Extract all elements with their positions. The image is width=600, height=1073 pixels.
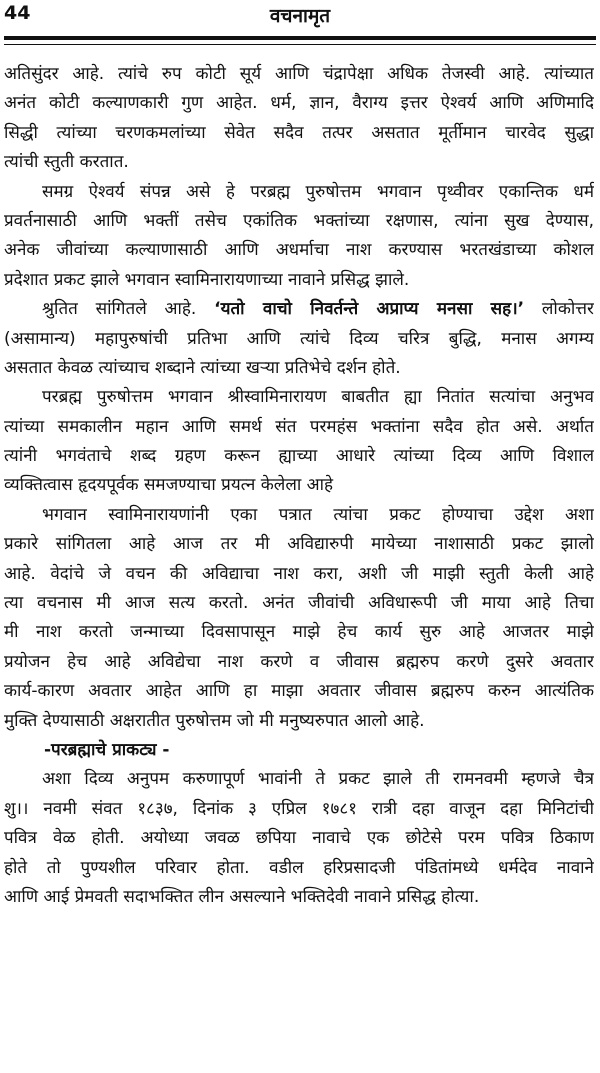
text-line: समग्र ऐश्वर्य संपन्न असे हे परब्रह्म पुरुषोत्तम भगवान पृथ्वीवर एकान्तिक धर्म xyxy=(42,181,594,202)
paragraph xyxy=(4,501,594,736)
text-line: आणि आई प्रेमवती सदाभक्तित लीन असल्याने भक्तिदेवी नावाने प्रसिद्ध होत्या. xyxy=(4,886,480,907)
text-line: अनंत कोटी कल्याणकारी गुण आहेत. धर्म, ज्ञान, वैराग्य इत्तर ऐश्वर्य आणि अणिमादि xyxy=(4,93,594,114)
text-line: भगवान स्वामिनारायणांनी एका पत्रात त्यांचा प्रकट होण्याचा उद्देश अशा xyxy=(42,504,594,525)
text-line: व्यक्तित्वास हृदयपूर्वक समजण्याचा प्रयत्न केलेला आहे xyxy=(4,475,334,496)
text-line: पवित्र वेळ होती. अयोध्या जवळ छपिया नावाचे एक छोटेसे परम पवित्र ठिकाण xyxy=(4,828,594,849)
text-line: त्यांच्या समकालीन महान आणि समर्थ संत परमहंस भक्तांना सदैव होत असे. अर्थात xyxy=(4,416,594,437)
text-line: प्रयोजन हेच आहे अविद्येचा नाश करणे व जीवास ब्रह्मरुप करणे दुसरे अवतार xyxy=(4,651,594,672)
paragraph xyxy=(4,60,594,178)
text-line: त्या वचनास मी आज सत्य करतो. अनंत जीवांची अविधारूपी जी माया आहे तिचा xyxy=(4,593,594,614)
text-line: शु।। नवमी संवत १८३७, दिनांक ३ एप्रिल १७८१ रात्री दहा वाजून दहा मिनिटांची xyxy=(4,798,594,819)
header-rule-thin xyxy=(4,44,596,45)
text-line: त्यांची स्तुती करतात. xyxy=(4,152,129,173)
sanskrit-quote: ‘यतो वाचो निवर्तन्ते अप्राप्य मनसा सह।’ xyxy=(214,299,525,320)
text-span: लोकोत्तर xyxy=(524,299,594,320)
text-line: होते तो पुण्यशील परिवार होता. वडील हरिप्रसादजी पंडितांमध्ये धर्मदेव नावाने xyxy=(4,857,594,878)
text-line: सिद्धी त्यांच्या चरणकमलांच्या सेवेत सदैव तत्पर असतात मूर्तीमान चारवेद सुद्धा xyxy=(4,122,594,143)
page-header xyxy=(0,0,600,40)
text-line: कार्य-कारण अवतार आहेत आणि हा माझा अवतार जीवास ब्रह्मरुप करुन आत्यंतिक xyxy=(4,681,594,702)
text-line: प्रदेशात प्रकट झाले भगवान स्वामिनारायणाच्या नावाने प्रसिद्ध झाले. xyxy=(4,269,410,290)
header-rule-thick xyxy=(4,36,596,40)
text-line: प्रवर्तनासाठी आणि भक्तीं तसेच एकांतिक भक्तांच्या रक्षणास, त्यांना सुख देण्यास, xyxy=(4,210,594,231)
text-line: प्रकारे सांगितला आहे आज तर मी अविद्यारुपी मायेच्या नाशासाठी प्रकट झालो xyxy=(4,534,594,555)
text-line: असतात केवळ त्यांच्याच शब्दाने त्यांच्या खऱ्या प्रतिभेचे दर्शन होते. xyxy=(4,357,401,378)
text-line: आहे. वेदांचे जे वचन की अविद्याचा नाश करा, अशी जी माझी स्तुती केली आहे xyxy=(4,563,594,584)
paragraph xyxy=(4,295,594,383)
text-line: मी नाश करतो जन्माच्या दिवसापासून माझे हेच कार्य सुरु आहे आजतर माझे xyxy=(4,622,594,643)
text-line: मुक्ति देण्यासाठी अक्षरातीत पुरुषोत्तम जो मी मनुष्यरुपात आलो आहे. xyxy=(4,710,425,731)
text-line: अशा दिव्य अनुपम करुणापूर्ण भावांनी ते प्रकट झाले ती रामनवमी म्हणजे चैत्र xyxy=(42,769,594,790)
body-text xyxy=(4,60,594,912)
text-line: अतिसुंदर आहे. त्यांचे रुप कोटी सूर्य आणि चंद्रापेक्षा अधिक तेजस्वी आहे. त्यांच्यात xyxy=(4,64,594,84)
text-line: परब्रह्म पुरुषोत्तम भगवान श्रीस्वामिनारायण बाबतीत ह्या नितांत सत्यांचा अनुभव xyxy=(42,387,594,408)
text-span: श्रुतित सांगितले आहे. xyxy=(42,299,215,320)
text-line: त्यांनी भगवंताचे शब्द ग्रहण करून ह्याच्या आधारे त्यांच्या दिव्य आणि विशाल xyxy=(4,446,594,467)
text-line: (असामान्य) महापुरुषांची प्रतिभा आणि त्यांचे दिव्य चरित्र बुद्धि, मनास अगम्य xyxy=(4,328,594,349)
section-heading: -परब्रह्माचे प्राकट्य - xyxy=(44,739,170,760)
paragraph xyxy=(4,178,594,296)
page-number: 44 xyxy=(4,2,31,24)
paragraph xyxy=(4,383,594,501)
text-line: अनेक जीवांच्या कल्याणासाठी आणि अधर्माचा नाश करण्यास भरतखंडाच्या कोशल xyxy=(4,240,594,261)
paragraph xyxy=(4,765,594,912)
text-line xyxy=(4,295,594,324)
running-title: वचनामृत xyxy=(269,5,331,27)
